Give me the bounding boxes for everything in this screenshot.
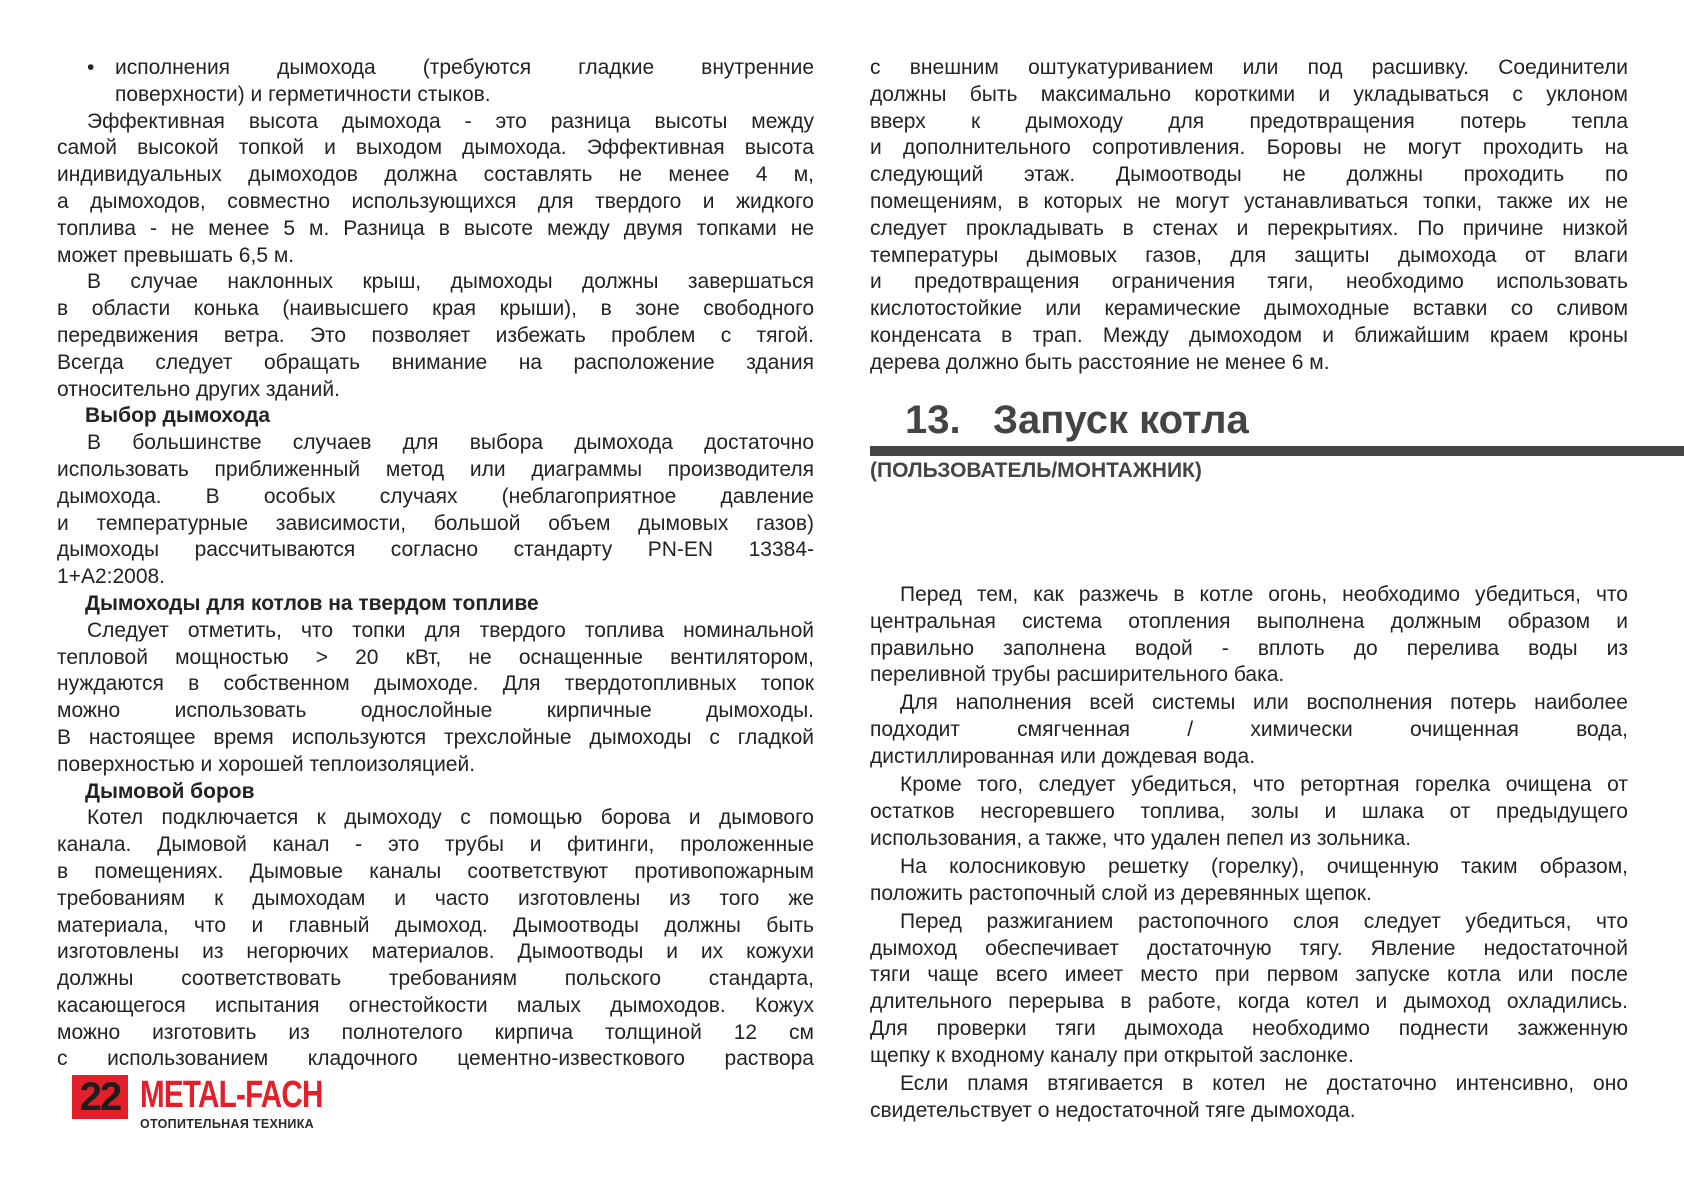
paragraph-water [870, 690, 1628, 770]
page-number: 22 [72, 1075, 128, 1119]
text-line: поверхностью и хорошей теплоизоляцией. [57, 752, 476, 776]
text-line: Для наполнения всей системы или восполнения потерь наиболее [900, 691, 1628, 715]
text-line: тепловой мощностью > 20 кВт, не оснащенные вентилятором, [57, 645, 814, 669]
text-line: дымоход обеспечивает достаточную тягу. Явление недостаточной [870, 936, 1628, 960]
text-line: помещениям, в которых не могут устанавливаться топки, также их не [870, 189, 1628, 213]
text-line: переливной трубы расширительного бака. [870, 663, 1285, 687]
text-line: можно использовать однослойные кирпичные дымоходы. [57, 699, 814, 723]
paragraph-roofs [57, 269, 814, 403]
text-line: в области конька (наивысшего края крыши), в зоне свободного [57, 297, 814, 321]
text-line: можно изготовить из полнотелого кирпича толщиной 12 см [57, 1020, 814, 1044]
paragraph-burner-clean [870, 772, 1628, 852]
text-line: следует прокладывать в стенах и перекрытиях. По причине низкой [870, 216, 1628, 240]
text-line: Перед тем, как разжечь в котле огонь, необходимо убедиться, что [900, 583, 1628, 606]
text-line: кислотостойкие или керамические дымоходные вставки со сливом [870, 297, 1628, 321]
text-line: центральная система отопления выполнена должным образом и [870, 609, 1628, 633]
text-line: дерева должно быть расстояние не менее 6 м. [870, 350, 1330, 374]
bullet-icon: • [87, 56, 95, 79]
section-number: 13. [905, 398, 961, 442]
text-line: должны соответствовать требованиям польского стандарта, [57, 967, 814, 991]
text-line: следующий этаж. Дымоотводы не должны проходить по [870, 163, 1628, 187]
text-line: нуждаются в собственном дымоходе. Для твердотопливных топок [57, 672, 814, 696]
bullet-list-item [57, 55, 814, 109]
text-line: вверх к дымоходу для предотвращения потерь тепла [870, 109, 1628, 133]
subheading-solid-fuel: Дымоходы для котлов на твердом топливе [85, 591, 539, 615]
text-line: изготовлены из негорючих материалов. Дымоотводы и их кожухи [57, 940, 814, 964]
text-line: конденсата в трап. Между дымоходом и ближайшим краем кроны [870, 323, 1628, 347]
paragraph-weak-draft [870, 1071, 1628, 1125]
text-line: передвижения ветра. Это позволяет избежать проблем с тягой. [57, 323, 814, 347]
brand-wordmark: METAL-FACH [140, 1074, 323, 1116]
brand-tagline: ОТОПИТЕЛЬНАЯ ТЕХНИКА [140, 1117, 314, 1131]
text-line: и дополнительного сопротивления. Боровы не могут проходить на [870, 136, 1628, 160]
paragraph-draft-check [870, 909, 1628, 1070]
text-line: исполнения дымохода (требуются гладкие внутренние [115, 56, 814, 79]
text-line: 1+A2:2008. [57, 565, 166, 589]
text-line: Если пламя втягивается в котел не достаточно интенсивно, оно [900, 1071, 1628, 1095]
text-line: канала. Дымовой канал - это трубы и фитинги, проложенные [57, 833, 814, 857]
text-line: самой высокой топкой и выходом дымохода. Эффективная высота [57, 136, 814, 160]
left-column [57, 55, 814, 1073]
paragraph-solid-fuel [57, 618, 814, 779]
text-line: использовать приближенный метод или диаграммы производителя [57, 457, 814, 481]
right-column-bottom [870, 582, 1628, 1126]
text-line: щепку к входному каналу при открытой заслонке. [870, 1043, 1354, 1067]
subheading-chimney-choice: Выбор дымохода [85, 404, 271, 428]
section-title [905, 398, 1249, 442]
text-line: использования, а также, что удален пепел из зольника. [870, 826, 1412, 850]
text-line: а дымоходов, совместно использующихся для твердого и жидкого [57, 189, 814, 213]
text-line: с внешним оштукатуриванием или под расшивку. Соединители [870, 56, 1628, 79]
paragraph-chimney-choice [57, 430, 814, 591]
text-line: индивидуальных дымоходов должна составлять не менее 4 м, [57, 163, 814, 187]
text-line: положить растопочный слой из деревянных щепок. [870, 881, 1372, 905]
subheading-flue: Дымовой боров [85, 779, 255, 803]
paragraph-flue-continuation [870, 55, 1628, 377]
text-line: В случае наклонных крыш, дымоходы должны завершаться [87, 270, 814, 294]
text-line: в помещениях. Дымовые каналы соответствуют противопожарным [57, 859, 814, 883]
section-subtitle: (ПОЛЬЗОВАТЕЛЬ/МОНТАЖНИК) [870, 459, 1202, 482]
text-line: может превышать 6,5 м. [57, 243, 295, 267]
text-line: дымохода. В особых случаях (неблагоприятное давление [57, 484, 814, 508]
text-line: дистиллированная или дождевая вода. [870, 745, 1256, 769]
text-line: В настоящее время используются трехслойные дымоходы с гладкой [57, 725, 814, 749]
paragraph-effective-height [57, 109, 814, 270]
text-line: На колосниковую решетку (горелку), очищенную таким образом, [900, 854, 1628, 878]
text-line: свидетельствует о недостаточной тяге дымохода. [870, 1098, 1356, 1122]
text-line: требованиям к дымоходам и часто изготовлены из того же [57, 886, 814, 910]
paragraph-flue [57, 805, 814, 1073]
section-divider-bar [870, 446, 1684, 456]
section-title-text: Запуск котла [993, 398, 1249, 442]
right-column-top [870, 55, 1628, 377]
text-line: относительно других зданий. [57, 377, 340, 401]
text-line: длительного перерыва в работе, когда котел и дымоход охладились. [870, 990, 1628, 1014]
text-line: Перед разжиганием растопочного слоя следует убедиться, что [900, 909, 1628, 933]
text-line: Всегда следует обращать внимание на расположение здания [57, 350, 814, 374]
text-line: и температурные зависимости, большой объем дымовых газов) [57, 511, 814, 535]
text-line: топлива - не менее 5 м. Разница в высоте между двумя топками не [57, 216, 814, 240]
text-line: Котел подключается к дымоходу с помощью борова и дымового [87, 806, 814, 830]
text-line: В большинстве случаев для выбора дымохода достаточно [87, 431, 814, 455]
text-line: с использованием кладочного цементно-известкового раствора [57, 1047, 814, 1071]
paragraph-kindling [870, 854, 1628, 908]
text-line: правильно заполнена водой - вплоть до перелива воды из [870, 636, 1628, 660]
text-line: Следует отметить, что топки для твердого топлива номинальной [87, 618, 814, 642]
text-line: дымоходы рассчитываются согласно стандарту PN-EN 13384- [57, 538, 814, 562]
text-line: касающегося испытания огнестойкости малых дымоходов. Кожух [57, 993, 814, 1017]
text-line: Кроме того, следует убедиться, что ретортная горелка очищена от [900, 773, 1628, 797]
text-line: подходит смягченная / химически очищенная вода, [870, 718, 1628, 742]
text-line: и предотвращения ограничения тяги, необходимо использовать [870, 270, 1628, 294]
text-line: тяги чаще всего имеет место при первом запуске котла или после [870, 963, 1628, 987]
text-line: Эффективная высота дымохода - это разница высоты между [87, 109, 814, 133]
text-line: Для проверки тяги дымохода необходимо поднести зажженную [870, 1016, 1628, 1040]
text-line: температуры дымовых газов, для защиты дымохода от влаги [870, 243, 1628, 267]
text-line: поверхности) и герметичности стыков. [115, 82, 491, 106]
paragraph-check-system [870, 582, 1628, 689]
text-line: материала, что и главный дымоход. Дымоотводы должны быть [57, 913, 814, 937]
text-line: должны быть максимально короткими и укладываться с уклоном [870, 82, 1628, 106]
text-line: остатков несгоревшего топлива, золы и шлака от предыдущего [870, 799, 1628, 823]
